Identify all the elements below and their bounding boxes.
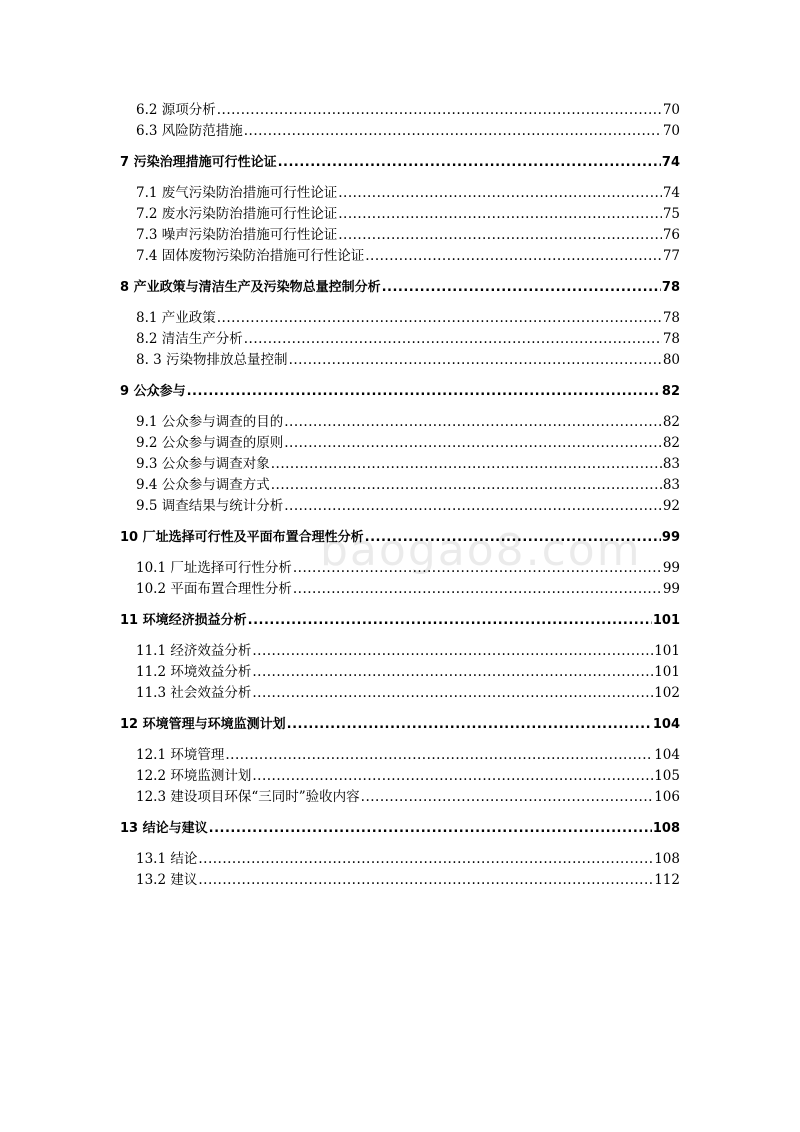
- toc-leader: [198, 872, 653, 889]
- toc-page-number: 78: [662, 331, 680, 347]
- toc-entry[interactable]: [120, 743, 680, 764]
- toc-page-number: 101: [654, 643, 680, 659]
- toc-entry[interactable]: [120, 452, 680, 473]
- toc-title: 9.3 公众参与调查对象: [136, 456, 270, 472]
- toc-entry[interactable]: [120, 327, 680, 348]
- toc-chapter-entry[interactable]: [120, 150, 680, 171]
- toc-entry[interactable]: [120, 348, 680, 369]
- toc-page-number: 80: [662, 352, 680, 368]
- toc-title: 8.1 产业政策: [136, 310, 216, 326]
- toc-entry[interactable]: [120, 556, 680, 577]
- toc-entry[interactable]: [120, 868, 680, 889]
- toc-page-number: 106: [654, 789, 680, 805]
- toc-page-number: 108: [654, 851, 680, 867]
- toc-leader: [271, 456, 662, 473]
- toc-title: 8. 3 污染物排放总量控制: [136, 352, 288, 368]
- toc-page-number: 101: [654, 664, 680, 680]
- toc-leader: [293, 560, 662, 577]
- toc-title: 9.2 公众参与调查的原则: [136, 435, 284, 451]
- toc-leader: [244, 331, 662, 348]
- toc-leader: [361, 789, 654, 806]
- toc-page-number: 75: [662, 206, 680, 222]
- toc-title: 12.2 环境监测计划: [136, 768, 252, 784]
- toc-leader: [284, 498, 662, 515]
- toc-entry[interactable]: [120, 98, 680, 119]
- toc-leader: [187, 383, 661, 400]
- toc-page-number: 101: [652, 613, 680, 628]
- toc-entry[interactable]: [120, 119, 680, 140]
- toc-title: 9 公众参与: [120, 384, 186, 399]
- toc-title: 7.4 固体废物污染防治措施可行性论证: [136, 248, 365, 264]
- toc-entry[interactable]: [120, 785, 680, 806]
- toc-page-number: 82: [662, 435, 680, 451]
- toc-leader: [217, 310, 662, 327]
- toc-page-number: 105: [654, 768, 680, 784]
- toc-page-number: 99: [661, 530, 680, 545]
- toc-entry[interactable]: [120, 202, 680, 223]
- toc-title: 8.2 清洁生产分析: [136, 331, 243, 347]
- toc-title: 10 厂址选择可行性及平面布置合理性分析: [120, 530, 364, 545]
- toc-page-number: 77: [662, 248, 680, 264]
- toc-leader: [252, 643, 653, 660]
- toc-leader: [287, 716, 652, 733]
- toc-page-number: 108: [652, 821, 680, 836]
- toc-entry[interactable]: [120, 639, 680, 660]
- toc-entry[interactable]: [120, 494, 680, 515]
- toc-leader: [278, 154, 661, 171]
- toc-page-number: 70: [662, 123, 680, 139]
- toc-title: 7.3 噪声污染防治措施可行性论证: [136, 227, 338, 243]
- toc-title: 6.3 风险防范措施: [136, 123, 243, 139]
- toc-title: 9.4 公众参与调查方式: [136, 477, 270, 493]
- toc-leader: [252, 664, 653, 681]
- toc-title: 12 环境管理与环境监测计划: [120, 717, 286, 732]
- toc-entry[interactable]: [120, 223, 680, 244]
- toc-title: 12.1 环境管理: [136, 747, 225, 763]
- toc-leader: [252, 768, 653, 785]
- toc-page-number: 104: [652, 717, 680, 732]
- toc-title: 9.5 调查结果与统计分析: [136, 498, 284, 514]
- toc-leader: [284, 414, 662, 431]
- toc-entry[interactable]: [120, 681, 680, 702]
- toc-title: 7 污染治理措施可行性论证: [120, 155, 277, 170]
- table-of-contents: [120, 98, 680, 889]
- toc-page-number: 99: [662, 581, 680, 597]
- toc-page-number: 70: [662, 102, 680, 118]
- toc-leader: [293, 581, 662, 598]
- toc-chapter-entry[interactable]: [120, 608, 680, 629]
- toc-title: 10.1 厂址选择可行性分析: [136, 560, 292, 576]
- toc-leader: [244, 123, 662, 140]
- toc-title: 9.1 公众参与调查的目的: [136, 414, 284, 430]
- toc-leader: [217, 102, 662, 119]
- toc-title: 13.2 建议: [136, 872, 198, 888]
- toc-chapter-entry[interactable]: [120, 275, 680, 296]
- toc-page-number: 112: [654, 872, 680, 888]
- toc-page-number: 74: [662, 185, 680, 201]
- toc-title: 13.1 结论: [136, 851, 198, 867]
- toc-entry[interactable]: [120, 244, 680, 265]
- toc-title: 7.1 废气污染防治措施可行性论证: [136, 185, 338, 201]
- toc-title: 8 产业政策与清洁生产及污染物总量控制分析: [120, 280, 381, 295]
- toc-chapter-entry[interactable]: [120, 712, 680, 733]
- toc-leader: [365, 248, 662, 265]
- toc-page-number: 82: [662, 414, 680, 430]
- toc-leader: [382, 279, 661, 296]
- toc-page-number: 104: [654, 747, 680, 763]
- toc-leader: [252, 685, 653, 702]
- toc-leader: [271, 477, 662, 494]
- toc-leader: [225, 747, 653, 764]
- toc-title: 6.2 源项分析: [136, 102, 216, 118]
- toc-title: 13 结论与建议: [120, 821, 208, 836]
- toc-title: 10.2 平面布置合理性分析: [136, 581, 292, 597]
- toc-title: 11.2 环境效益分析: [136, 664, 252, 680]
- toc-title: 7.2 废水污染防治措施可行性论证: [136, 206, 338, 222]
- toc-leader: [198, 851, 653, 868]
- toc-page-number: 76: [662, 227, 680, 243]
- toc-page-number: 78: [661, 280, 680, 295]
- toc-entry[interactable]: [120, 306, 680, 327]
- toc-leader: [284, 435, 662, 452]
- toc-page-number: 82: [661, 384, 680, 399]
- toc-title: 12.3 建设项目环保“三同时”验收内容: [136, 789, 360, 805]
- toc-entry[interactable]: [120, 473, 680, 494]
- toc-page-number: 78: [662, 310, 680, 326]
- toc-chapter-entry[interactable]: [120, 816, 680, 837]
- toc-leader: [289, 352, 662, 369]
- toc-page-number: 74: [661, 155, 680, 170]
- toc-leader: [209, 820, 652, 837]
- toc-entry[interactable]: [120, 577, 680, 598]
- toc-page-number: 99: [662, 560, 680, 576]
- toc-leader: [338, 185, 662, 202]
- toc-page-number: 83: [662, 456, 680, 472]
- toc-chapter-entry[interactable]: [120, 525, 680, 546]
- toc-leader: [365, 529, 661, 546]
- toc-title: 11 环境经济损益分析: [120, 613, 247, 628]
- watermark-text: baogao8.com: [320, 525, 642, 576]
- toc-entry[interactable]: [120, 431, 680, 452]
- toc-leader: [338, 206, 662, 223]
- toc-page-number: 83: [662, 477, 680, 493]
- toc-entry[interactable]: [120, 410, 680, 431]
- toc-entry[interactable]: [120, 181, 680, 202]
- toc-title: 11.3 社会效益分析: [136, 685, 252, 701]
- toc-leader: [248, 612, 652, 629]
- toc-title: 11.1 经济效益分析: [136, 643, 252, 659]
- toc-entry[interactable]: [120, 660, 680, 681]
- toc-page-number: 92: [662, 498, 680, 514]
- toc-entry[interactable]: [120, 847, 680, 868]
- toc-leader: [338, 227, 662, 244]
- toc-chapter-entry[interactable]: [120, 379, 680, 400]
- toc-page-number: 102: [654, 685, 680, 701]
- toc-entry[interactable]: [120, 764, 680, 785]
